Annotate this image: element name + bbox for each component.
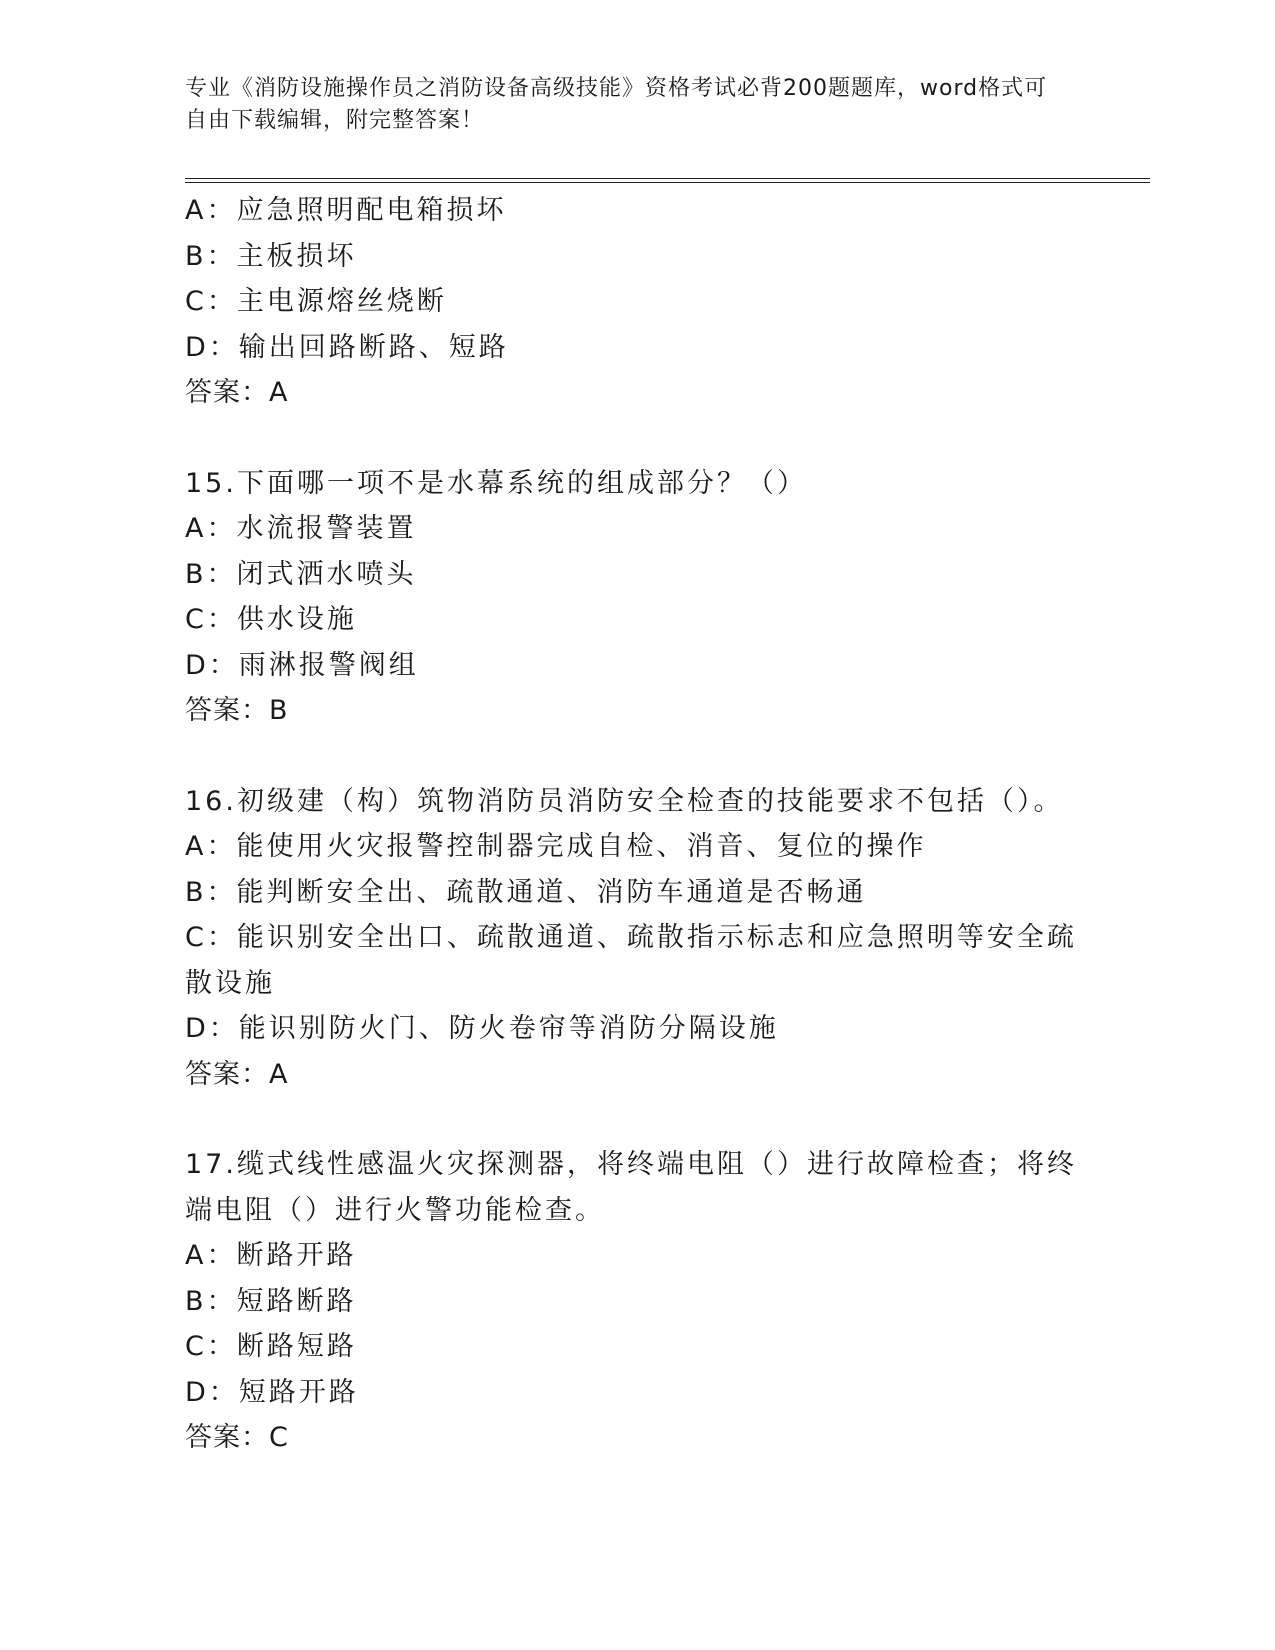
question-stem: 17.缆式线性感温火灾探测器，将终端电阻（）进行故障检查；将终端电阻（）进行火警功能检查。 xyxy=(185,1149,1077,1226)
option-b: B：能判断安全出、疏散通道、消防车通道是否畅通 xyxy=(185,876,867,908)
option-c: C：供水设施 xyxy=(185,604,357,635)
question-16 xyxy=(185,779,1085,1098)
answer-line: 答案：C xyxy=(185,1422,289,1453)
option-d: D：雨淋报警阀组 xyxy=(185,649,419,681)
option-c: C：主电源熔丝烧断 xyxy=(185,286,447,317)
question-15 xyxy=(185,461,1085,734)
option-c: C：能识别安全出口、疏散通道、疏散指示标志和应急照明等安全疏散设施 xyxy=(185,922,1077,999)
option-b: B：闭式洒水喷头 xyxy=(185,558,417,590)
option-d: D：短路开路 xyxy=(185,1376,359,1408)
question-list xyxy=(185,188,1085,1461)
option-c: C：断路短路 xyxy=(185,1331,357,1362)
answer-line: 答案：A xyxy=(185,1058,289,1090)
answer-line: 答案：A xyxy=(185,377,289,408)
option-a: A：断路开路 xyxy=(185,1240,357,1271)
option-a: A：能使用火灾报警控制器完成自检、消音、复位的操作 xyxy=(185,831,927,862)
question-stem: 15.下面哪一项不是水幕系统的组成部分？（） xyxy=(185,467,807,499)
question-stem: 16.初级建（构）筑物消防员消防安全检查的技能要求不包括（）。 xyxy=(185,785,1064,817)
header-divider-top xyxy=(185,178,1150,179)
option-d: D：能识别防火门、防火卷帘等消防分隔设施 xyxy=(185,1013,779,1044)
header-divider-bottom xyxy=(185,182,1150,183)
document-header: 专业《消防设施操作员之消防设备高级技能》资格考试必背200题题库，word格式可自由下载编辑，附完整答案！ xyxy=(185,76,1048,133)
question-17 xyxy=(185,1142,1085,1461)
option-a: A：水流报警装置 xyxy=(185,513,417,544)
answer-line: 答案：B xyxy=(185,695,289,726)
option-b: B：主板损坏 xyxy=(185,240,357,272)
option-b: B：短路断路 xyxy=(185,1285,357,1317)
option-d: D：输出回路断路、短路 xyxy=(185,331,509,363)
question-14-continued xyxy=(185,188,1085,416)
option-a: A：应急照明配电箱损坏 xyxy=(185,195,507,226)
